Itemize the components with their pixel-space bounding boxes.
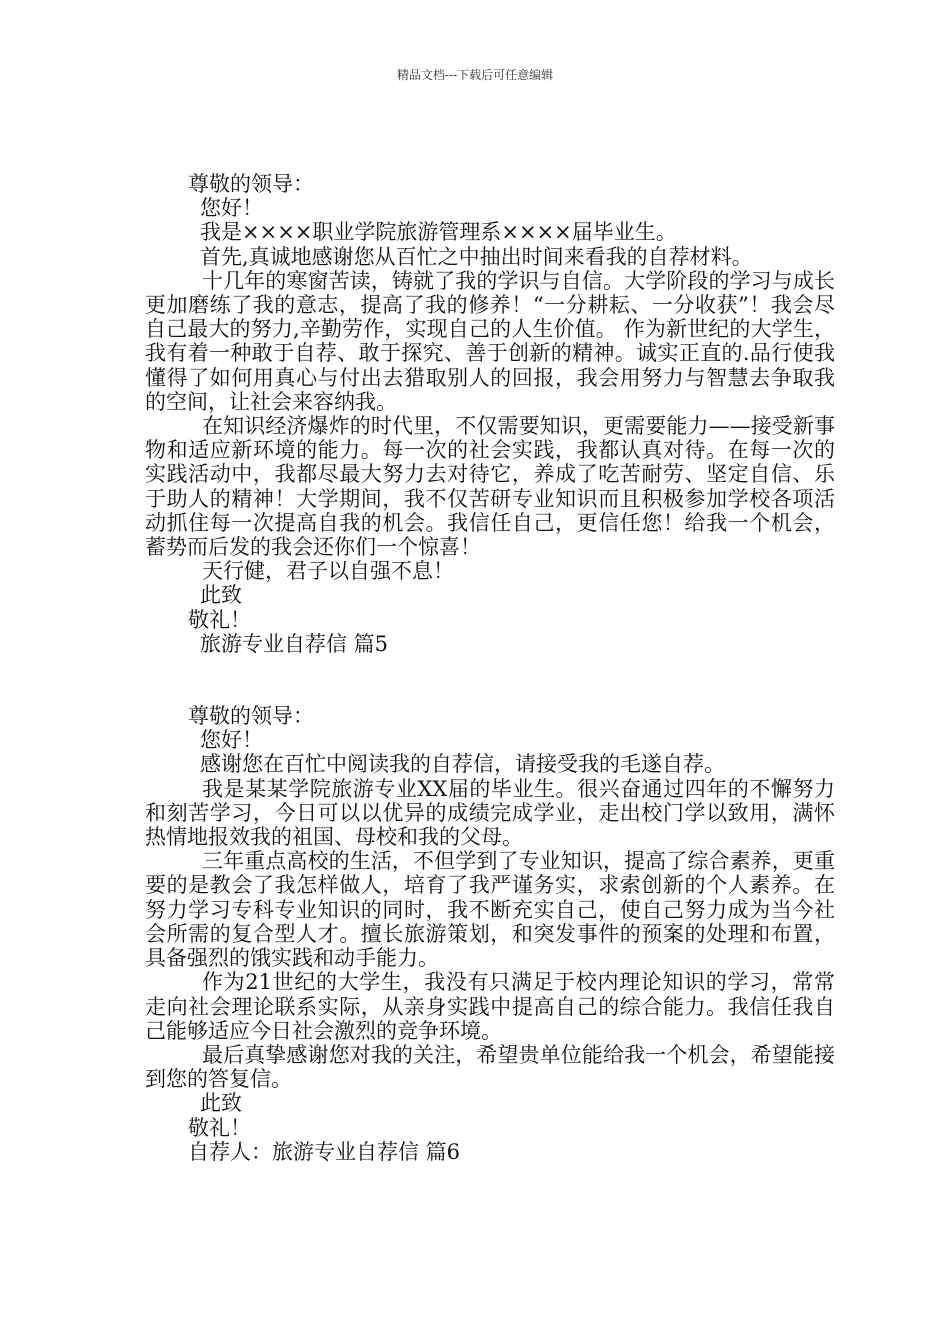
letter2-paragraph-2: 三年重点高校的生活，不但学到了专业知识，提高了综合素养，更重要的是教会了我怎样做人，培育了我严谨务实，求索创新的个人素养。在努力学习专科专业知识的同时，我不断充实自己，使自己努力成为当今社会所需的复合型人才。擅长旅游策划，和突发事件的预案的处理和布置，具备强烈的饿实践和动手能力。 [145, 849, 835, 971]
section-title-5: 旅游专业自荐信 篇5 [200, 631, 389, 656]
letter1-closing-1: 此致 [200, 583, 242, 608]
letter1-greeting: 您好！ [200, 196, 263, 221]
letter2-signature: 自荐人：旅游专业自荐信 篇6 [188, 1139, 461, 1164]
letter1-salutation: 尊敬的领导： [188, 172, 314, 196]
letter2-thanks: 感谢您在百忙中阅读我的自荐信，请接受我的毛遂自荐。 [200, 752, 725, 777]
letter2-paragraph-1: 我是某某学院旅游专业XX届的毕业生。很兴奋通过四年的不懈努力和刻苦学习，今日可以以优异的成绩完成学业，走出校门学以致用，满怀热情地报效我的祖国、母校和我的父母。 [145, 776, 835, 850]
letter2-closing-2: 敬礼！ [188, 1115, 251, 1140]
letter1-paragraph-1: 十几年的寒窗苦读，铸就了我的学识与自信。大学阶段的学习与成长更加磨练了我的意志，提高了我的修养！“一分耕耘、一分收获”！我会尽自己最大的努力,辛勤劳作，实现自己的人生价值。 作为新世纪的大学生，我有着一种敢于自荐、敢于探究、善于创新的精神。诚实正直的.品行使我懂得了如何用真心与付出去猎取别人的回报，我会用努力与智慧去争取我的空间，让社会来容纳我。 [145, 268, 835, 414]
letter1-intro: 我是××××职业学院旅游管理系××××届毕业生。 [200, 220, 677, 245]
section-gap [145, 656, 835, 704]
letter2-closing-1: 此致 [200, 1091, 242, 1116]
letter1-closing-2: 敬礼！ [188, 607, 251, 632]
letter2-salutation: 尊敬的领导： [188, 704, 314, 729]
letter1-thanks: 首先,真诚地感谢您从百忙之中抽出时间来看我的自荐材料。 [200, 244, 753, 269]
letter1-motto: 天行健，君子以自强不息！ [202, 559, 454, 584]
document-body [145, 172, 835, 1164]
letter2-paragraph-4: 最后真挚感谢您对我的关注，希望贵单位能给我一个机会，希望能接到您的答复信。 [145, 1042, 835, 1092]
letter2-paragraph-3: 作为21世纪的大学生，我没有只满足于校内理论知识的学习，常常走向社会理论联系实际，从亲身实践中提高自己的综合能力。我信任我自己能够适应今日社会激烈的竞争环境。 [145, 970, 835, 1043]
page-header: 精品文档---下载后可任意编辑 [396, 68, 554, 82]
letter1-paragraph-2: 在知识经济爆炸的时代里，不仅需要知识，更需要能力——接受新事物和适应新环境的能力。每一次的社会实践，我都认真对待。在每一次的实践活动中，我都尽最大努力去对待它，养成了吃苦耐劳、坚定自信、乐于助人的精神！大学期间，我不仅苦研专业知识而且积极参加学校各项活动抓住每一次提高自我的机会。我信任自己，更信任您！给我一个机会，蓄势而后发的我会还你们一个惊喜！ [145, 414, 835, 560]
letter2-greeting: 您好！ [200, 728, 263, 753]
